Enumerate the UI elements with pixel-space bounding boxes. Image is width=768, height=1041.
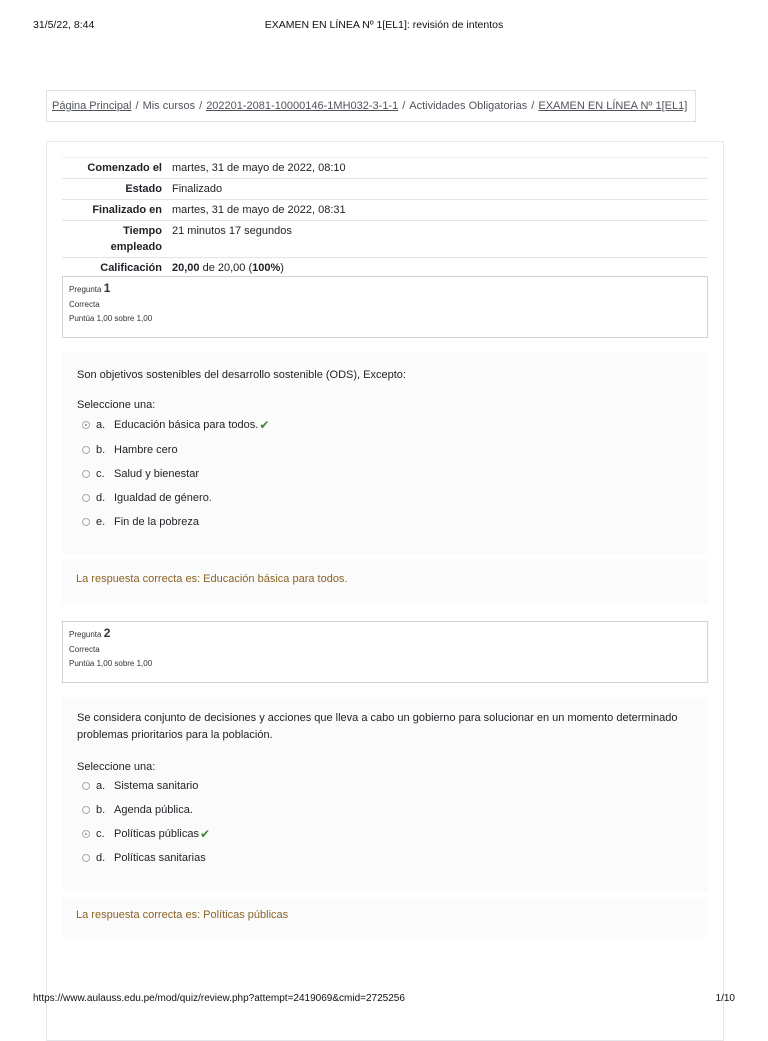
option-letter: a. — [96, 780, 106, 792]
option-label: Políticas sanitarias — [114, 852, 206, 864]
state-label: Estado — [125, 183, 162, 195]
question-text: Son objetivos sostenibles del desarrollo sostenible (ODS), Excepto: — [77, 369, 406, 381]
finished-label: Finalizado en — [92, 204, 162, 216]
summary-row-state — [62, 178, 708, 199]
state-value: Finalizado — [172, 183, 223, 195]
grade-of: de 20,00 ( — [199, 262, 253, 274]
grade-percent: 100% — [252, 262, 281, 274]
breadcrumb-separator: / — [135, 100, 139, 112]
grade-close: ) — [280, 262, 284, 274]
right-answer-feedback: La respuesta correcta es: Políticas públicas — [76, 909, 289, 921]
summary-row-finished — [62, 199, 708, 220]
breadcrumb-course-link[interactable]: 202201-2081-10000146-1MH032-3-1-1 — [206, 100, 399, 112]
breadcrumb-exam-link[interactable]: EXAMEN EN LÍNEA Nº 1[EL1] — [538, 100, 688, 112]
question-number — [69, 281, 701, 295]
radio-button[interactable] — [82, 806, 90, 814]
answer-prompt: Seleccione una: — [77, 761, 156, 773]
summary-row-grade — [62, 257, 708, 278]
print-page-number: 1/10 — [715, 993, 735, 1004]
radio-button[interactable] — [82, 830, 90, 838]
breadcrumb-separator: / — [199, 100, 203, 112]
option-label: Fin de la pobreza — [114, 516, 199, 528]
answer-option-d[interactable] — [82, 490, 212, 506]
option-label: Agenda pública. — [114, 804, 193, 816]
checkmark-icon: ✔ — [200, 827, 211, 841]
answer-option-b[interactable] — [82, 442, 178, 458]
question-state: Correcta — [69, 645, 100, 654]
option-letter: e. — [96, 516, 106, 528]
print-url: https://www.aulauss.edu.pe/mod/quiz/review.php?attempt=2419069&cmid=2725256 — [33, 993, 405, 1004]
answer-option-b[interactable] — [82, 802, 193, 818]
time-label — [62, 221, 172, 257]
question-number-value: 1 — [103, 281, 111, 295]
answer-option-a[interactable] — [82, 778, 198, 794]
option-label: Salud y bienestar — [114, 468, 199, 480]
started-label: Comenzado el — [87, 162, 162, 174]
time-value: 21 minutos 17 segundos — [172, 225, 292, 237]
option-label: Igualdad de género. — [114, 492, 212, 504]
print-header — [0, 19, 768, 33]
radio-button[interactable] — [82, 518, 90, 526]
print-title: EXAMEN EN LÍNEA Nº 1[EL1]: revisión de intentos — [264, 19, 504, 31]
question-2-feedback-box — [62, 897, 708, 937]
answer-option-a[interactable] — [82, 417, 269, 433]
radio-button[interactable] — [82, 421, 90, 429]
question-prefix: Pregunta — [69, 285, 102, 294]
radio-button[interactable] — [82, 470, 90, 478]
option-letter: b. — [96, 444, 106, 456]
option-letter: b. — [96, 804, 106, 816]
checkmark-icon: ✔ — [259, 418, 270, 432]
question-1-info — [62, 276, 708, 338]
breadcrumb-separator: / — [402, 100, 406, 112]
answer-option-e[interactable] — [82, 514, 199, 530]
breadcrumb-activities: Actividades Obligatorias — [409, 100, 528, 112]
print-footer — [0, 993, 768, 1007]
option-letter: d. — [96, 492, 106, 504]
radio-button[interactable] — [82, 446, 90, 454]
started-value: martes, 31 de mayo de 2022, 08:10 — [172, 162, 346, 174]
question-text: Se considera conjunto de decisiones y acciones que lleva a cabo un gobierno para solucionar en un momento determinado problemas prioritarios para la población. — [77, 712, 678, 741]
question-grade: Puntúa 1,00 sobre 1,00 — [69, 314, 153, 323]
breadcrumb — [46, 90, 696, 122]
print-date: 31/5/22, 8:44 — [33, 19, 95, 31]
radio-button[interactable] — [82, 854, 90, 862]
question-1-content — [62, 352, 708, 554]
answer-option-d[interactable] — [82, 850, 206, 866]
radio-button[interactable] — [82, 782, 90, 790]
finished-value: martes, 31 de mayo de 2022, 08:31 — [172, 204, 346, 216]
question-grade: Puntúa 1,00 sobre 1,00 — [69, 659, 153, 668]
grade-value — [172, 258, 284, 278]
option-label: Hambre cero — [114, 444, 178, 456]
question-number-value: 2 — [103, 626, 111, 640]
time-label-line1: Tiempo — [123, 225, 162, 237]
summary-row-time — [62, 220, 708, 257]
question-state: Correcta — [69, 300, 100, 309]
answer-prompt: Seleccione una: — [77, 399, 156, 411]
option-label: Sistema sanitario — [114, 780, 199, 792]
option-letter: c. — [96, 828, 105, 840]
option-letter: d. — [96, 852, 106, 864]
answer-option-c[interactable] — [82, 826, 210, 842]
question-2-info — [62, 621, 708, 683]
radio-button[interactable] — [82, 494, 90, 502]
grade-label: Calificación — [100, 262, 162, 274]
question-number — [69, 626, 701, 640]
question-1-feedback-box — [62, 560, 708, 604]
option-letter: c. — [96, 468, 105, 480]
attempt-summary-table — [62, 157, 708, 278]
summary-row-started — [62, 157, 708, 178]
breadcrumb-home-link[interactable]: Página Principal — [52, 100, 132, 112]
option-letter: a. — [96, 419, 106, 431]
question-2-content — [62, 697, 708, 891]
answer-option-c[interactable] — [82, 466, 199, 482]
breadcrumb-separator: / — [531, 100, 535, 112]
time-label-line2: empleado — [110, 241, 162, 253]
breadcrumb-my-courses: Mis cursos — [142, 100, 196, 112]
option-label: Políticas públicas — [114, 828, 199, 840]
right-answer-feedback: La respuesta correcta es: Educación básica para todos. — [76, 573, 348, 585]
option-label: Educación básica para todos. — [114, 419, 259, 431]
grade-score: 20,00 — [172, 262, 200, 274]
question-prefix: Pregunta — [69, 630, 102, 639]
